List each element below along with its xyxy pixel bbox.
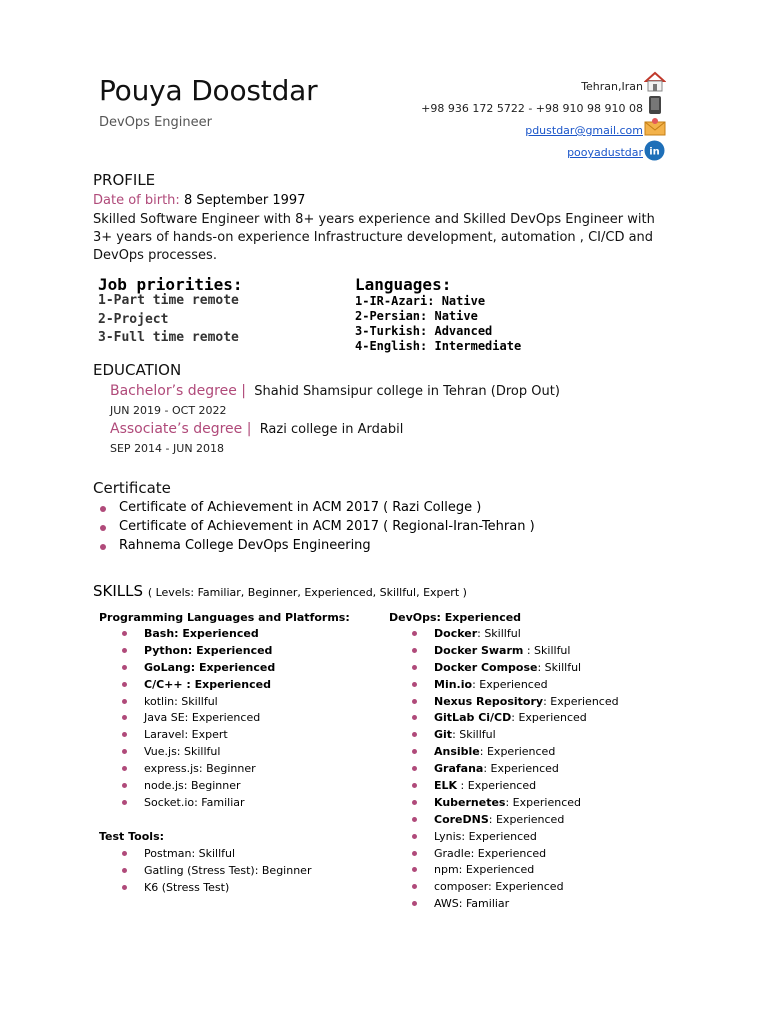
skill-level: : Experienced <box>505 795 582 809</box>
skill-item <box>121 881 311 898</box>
skill-item <box>411 796 619 813</box>
skill-name: Lynis: Experienced <box>434 829 537 843</box>
job-priorities-heading: Job priorities: <box>98 275 243 294</box>
skill-item <box>411 863 619 880</box>
skill-item <box>411 644 619 661</box>
bullet-icon <box>122 732 127 737</box>
bullet-icon <box>412 800 417 805</box>
certificate-list <box>100 500 535 557</box>
languages-list <box>355 294 521 354</box>
bullet-icon <box>122 682 127 687</box>
skill-level: : Skillful <box>477 627 521 640</box>
skill-level: : Skillful <box>523 643 571 657</box>
skill-name: Gatling (Stress Test): Beginner <box>144 863 312 877</box>
job-priority-item: 2-Project <box>98 311 169 327</box>
bullet-icon <box>412 783 417 788</box>
dob-label: Date of birth: <box>93 193 180 208</box>
envelope-icon <box>644 117 666 137</box>
skill-item <box>411 813 619 830</box>
degree-label: Associate’s degree | <box>110 421 252 437</box>
skill-name: Python: Experienced <box>144 643 273 657</box>
skill-name: Java SE: Experienced <box>144 711 261 725</box>
contact-location: Tehran,Iran <box>581 80 643 93</box>
skill-level: : Experienced <box>479 745 556 759</box>
skill-item <box>411 678 619 695</box>
skill-level: : Experienced <box>488 812 565 826</box>
bullet-icon <box>122 783 127 788</box>
skill-name: Bash: Experienced <box>144 627 259 640</box>
skill-item <box>411 847 619 864</box>
contact-phone: +98 936 172 5722 - +98 910 98 910 08 <box>421 102 643 115</box>
bullet-icon <box>122 885 127 890</box>
job-priority-item: 3-Full time remote <box>98 330 239 345</box>
education-entry <box>110 383 560 399</box>
skill-item <box>411 830 619 847</box>
degree-label: Bachelor’s degree | <box>110 383 247 399</box>
test-tools-heading: Test Tools: <box>99 830 165 843</box>
skill-item <box>411 880 619 897</box>
skill-item <box>121 745 275 762</box>
skill-name: kotlin: Skillful <box>144 694 218 708</box>
skill-name: node.js: Beginner <box>144 779 241 793</box>
bullet-icon <box>412 834 417 839</box>
skill-item <box>121 796 275 813</box>
contact-linkedin-link[interactable]: pooyadustdar <box>567 146 643 159</box>
school-name: Shahid Shamsipur college in Tehran (Drop Out) <box>254 384 560 399</box>
bullet-icon <box>412 749 417 754</box>
skill-name: Socket.io: Familiar <box>144 795 245 809</box>
programming-heading: Programming Languages and Platforms: <box>99 611 350 624</box>
skill-item <box>121 762 275 779</box>
test-tools-list <box>121 847 311 898</box>
skill-item <box>121 711 275 728</box>
skill-name: Kubernetes <box>434 795 506 809</box>
bullet-icon <box>122 766 127 771</box>
bullet-icon <box>122 699 127 704</box>
skill-name: npm: Experienced <box>434 863 535 877</box>
skill-item <box>411 897 619 914</box>
bullet-icon <box>412 884 417 889</box>
bullet-icon <box>122 648 127 653</box>
job-priorities-list <box>98 293 239 349</box>
skill-name: Gradle: Experienced <box>434 846 547 860</box>
skill-item <box>121 678 275 695</box>
resume-name: Pouya Doostdar <box>99 74 318 107</box>
bullet-icon <box>122 631 127 636</box>
skill-item <box>411 728 619 745</box>
school-name: Razi college in Ardabil <box>259 422 404 437</box>
bullet-icon <box>122 715 127 720</box>
language-item: 1-IR-Azari: Native <box>355 294 486 308</box>
skill-item <box>411 745 619 762</box>
skill-item <box>121 779 275 796</box>
bullet-icon <box>122 800 127 805</box>
bullet-icon <box>412 851 417 856</box>
skill-name: Ansible <box>434 745 480 759</box>
bullet-icon <box>412 715 417 720</box>
language-item: 2-Persian: Native <box>355 309 478 323</box>
bullet-icon <box>412 665 417 670</box>
bullet-icon <box>412 867 417 872</box>
skill-name: composer: Experienced <box>434 880 564 894</box>
education-dates: SEP 2014 - JUN 2018 <box>110 442 225 455</box>
bullet-icon <box>122 749 127 754</box>
skill-item <box>411 711 619 728</box>
contact-email-link[interactable]: pdustdar@gmail.com <box>525 124 643 137</box>
house-icon <box>644 71 666 93</box>
bullet-icon <box>122 665 127 670</box>
bullet-icon <box>122 851 127 856</box>
svg-text:in: in <box>649 146 660 158</box>
devops-heading: DevOps: Experienced <box>389 611 522 624</box>
skill-name: Grafana <box>434 762 484 776</box>
linkedin-icon[interactable] <box>644 140 665 161</box>
skill-level: : Experienced <box>511 711 587 725</box>
skills-title: SKILLS <box>93 582 144 600</box>
bullet-icon <box>122 868 127 873</box>
language-item: 3-Turkish: Advanced <box>355 324 493 338</box>
education-heading: EDUCATION <box>93 361 182 379</box>
skill-item <box>121 644 275 661</box>
bullet-icon <box>412 732 417 737</box>
education-entry <box>110 421 403 437</box>
bullet-icon <box>100 544 106 550</box>
skill-name: K6 (Stress Test) <box>144 880 230 894</box>
skill-name: Docker Compose <box>434 660 538 674</box>
skill-level: : Experienced <box>457 779 537 793</box>
skill-item <box>411 762 619 779</box>
skill-item <box>411 661 619 678</box>
skill-item <box>411 779 619 796</box>
skill-item <box>121 627 275 644</box>
skill-name: express.js: Beginner <box>144 762 256 776</box>
skill-name: Vue.js: Skillful <box>144 745 221 759</box>
skill-name: C/C++ : Experienced <box>144 677 271 691</box>
skill-item <box>121 661 275 678</box>
bullet-icon <box>412 699 417 704</box>
bullet-icon <box>412 901 417 906</box>
devops-skills-list <box>411 627 619 914</box>
skill-name: GitLab Ci/CD <box>434 711 512 725</box>
skills-heading <box>93 582 467 600</box>
skill-name: Nexus Repository <box>434 694 544 708</box>
certificate-item: Certificate of Achievement in ACM 2017 ( Razi College ) <box>100 500 535 519</box>
bullet-icon <box>412 648 417 653</box>
education-dates: JUN 2019 - OCT 2022 <box>110 404 227 417</box>
skill-item <box>121 695 275 712</box>
skill-name: Docker <box>434 627 478 640</box>
language-item: 4-English: Intermediate <box>355 339 522 353</box>
bullet-icon <box>100 506 106 512</box>
skill-name: AWS: Familiar <box>434 897 510 911</box>
skill-name: ELK <box>434 779 458 793</box>
skill-level: : Experienced <box>543 694 619 708</box>
languages-heading: Languages: <box>355 275 452 294</box>
job-priority-item: 1-Part time remote <box>98 293 239 308</box>
skills-levels: ( Levels: Familiar, Beginner, Experienced, Skillful, Expert ) <box>147 586 467 599</box>
skill-item <box>121 728 275 745</box>
bullet-icon <box>412 631 417 636</box>
profile-summary: Skilled Software Engineer with 8+ years experience and Skilled DevOps Engineer with 3+ years of hands-on experience Infrastructure development, automation , CI/CD and DevOps processes. <box>93 212 655 263</box>
certificate-heading: Certificate <box>93 479 171 497</box>
skill-item <box>411 695 619 712</box>
skill-level: : Experienced <box>483 762 559 776</box>
skill-name: Laravel: Expert <box>144 728 228 742</box>
skill-level: : Skillful <box>537 660 582 674</box>
skill-item <box>121 847 311 864</box>
skill-name: Min.io <box>434 677 473 691</box>
programming-skills-list <box>121 627 275 813</box>
resume-role: DevOps Engineer <box>99 115 212 130</box>
skill-item <box>411 627 619 644</box>
bullet-icon <box>412 817 417 822</box>
skill-name: Postman: Skillful <box>144 847 236 860</box>
skill-level: : Experienced <box>472 677 548 691</box>
skill-name: Git <box>434 728 453 742</box>
skill-name: Docker Swarm <box>434 643 524 657</box>
certificate-item: Certificate of Achievement in ACM 2017 ( Regional-Iran-Tehran ) <box>100 519 535 538</box>
certificate-item: Rahnema College DevOps Engineering <box>100 538 535 557</box>
bullet-icon <box>412 682 417 687</box>
skill-level: : Skillful <box>452 728 496 742</box>
skill-name: CoreDNS <box>434 812 489 826</box>
bullet-icon <box>100 525 106 531</box>
skill-name: GoLang: Experienced <box>144 660 276 674</box>
dob-value: 8 September 1997 <box>183 193 306 208</box>
bullet-icon <box>412 766 417 771</box>
profile-heading: PROFILE <box>93 171 156 189</box>
date-of-birth <box>93 193 305 208</box>
skill-item <box>121 864 311 881</box>
phone-icon <box>644 95 666 115</box>
